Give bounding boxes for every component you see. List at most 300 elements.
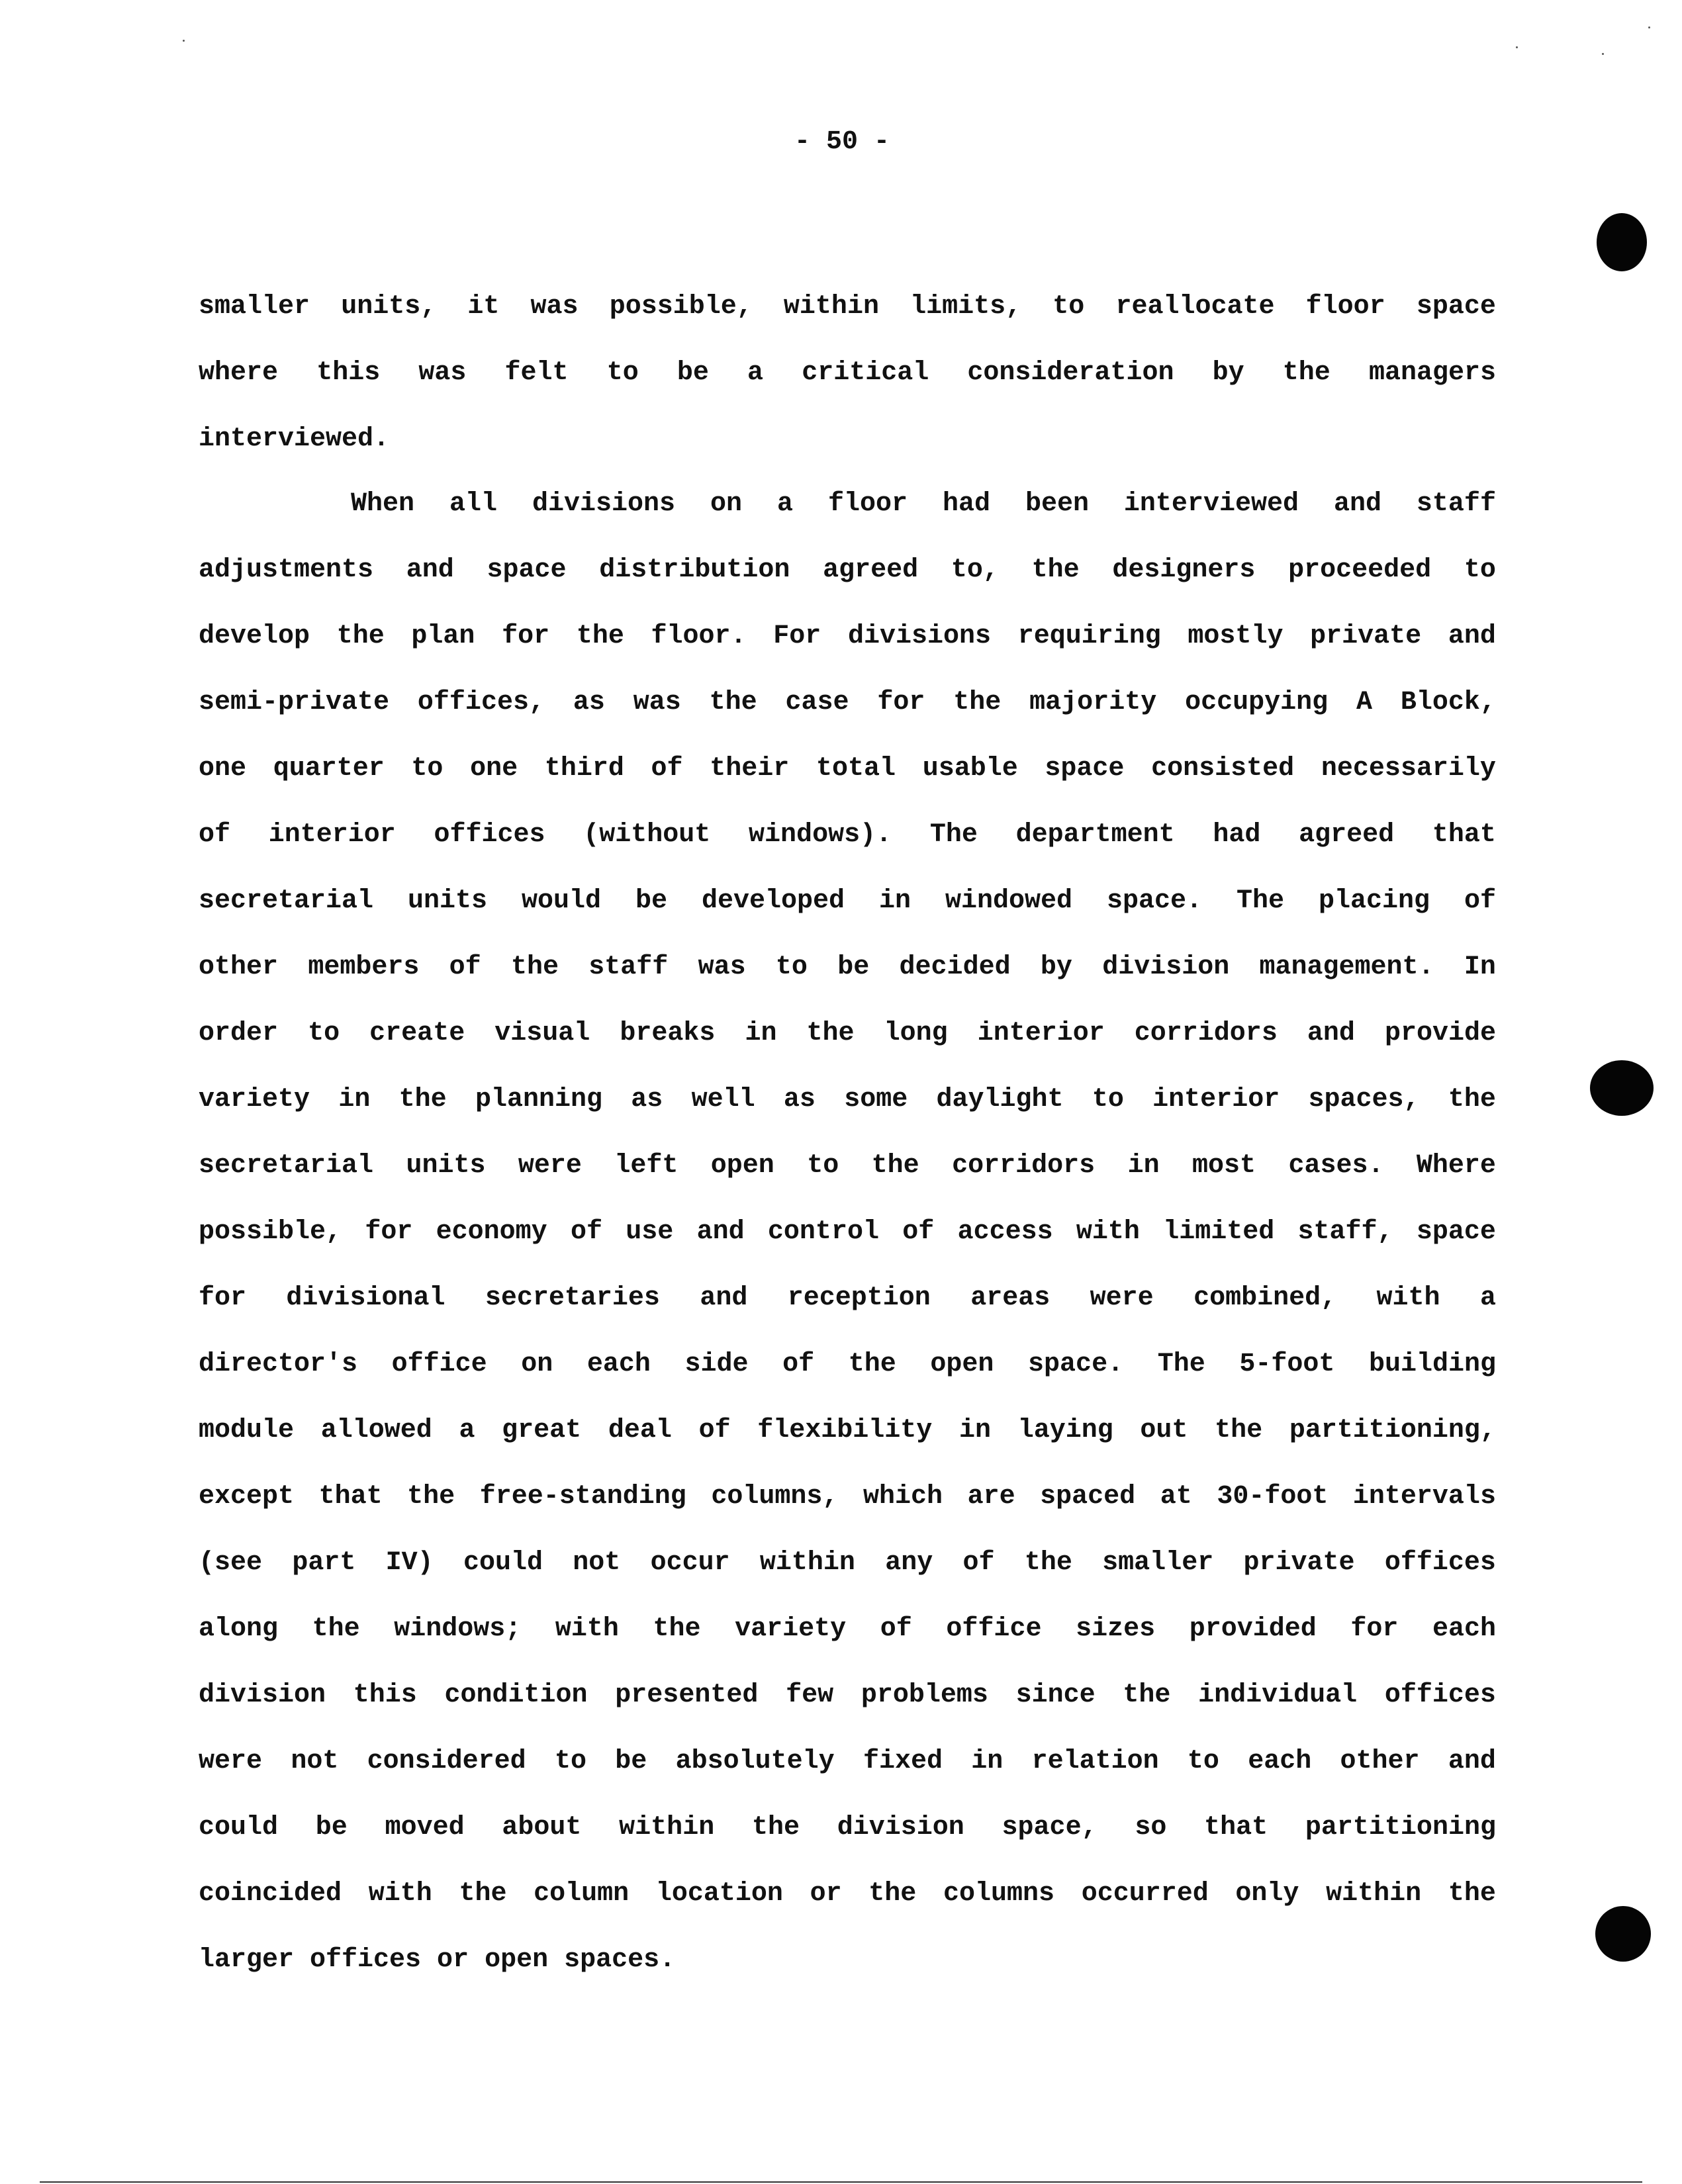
word: divisions bbox=[847, 621, 991, 651]
word: are bbox=[967, 1482, 1015, 1512]
word: consideration bbox=[967, 358, 1174, 388]
word: for bbox=[502, 621, 550, 651]
word: long bbox=[884, 1019, 948, 1048]
word: smaller bbox=[199, 292, 310, 322]
text-line bbox=[199, 357, 1496, 389]
word: breaks bbox=[620, 1019, 716, 1048]
word: be bbox=[677, 358, 709, 388]
word: agreed bbox=[823, 555, 919, 585]
word: and bbox=[1448, 1747, 1496, 1776]
word: division bbox=[837, 1813, 964, 1843]
word: director's bbox=[199, 1349, 358, 1379]
word: office bbox=[946, 1614, 1042, 1644]
word: divisions bbox=[532, 489, 676, 519]
word: and bbox=[406, 555, 454, 585]
word: with bbox=[1076, 1217, 1140, 1247]
word: had bbox=[942, 489, 990, 519]
word: for bbox=[1350, 1614, 1399, 1644]
word: create bbox=[369, 1019, 465, 1048]
word: staff bbox=[588, 952, 669, 982]
word: the bbox=[336, 621, 385, 651]
word: the bbox=[407, 1482, 455, 1512]
word: of bbox=[782, 1349, 815, 1379]
word: within bbox=[783, 292, 879, 322]
word: management. bbox=[1259, 952, 1434, 982]
word: each bbox=[586, 1349, 651, 1379]
word: of bbox=[570, 1217, 602, 1247]
word: mostly bbox=[1188, 621, 1284, 651]
word: in bbox=[338, 1085, 371, 1115]
word: had bbox=[1213, 820, 1261, 850]
text-line bbox=[199, 1547, 1496, 1579]
word: this bbox=[316, 358, 381, 388]
word: a bbox=[776, 489, 793, 519]
word: requiring bbox=[1017, 621, 1161, 651]
word: intervals bbox=[1352, 1482, 1496, 1512]
word: as bbox=[573, 688, 605, 717]
word: this bbox=[353, 1680, 417, 1710]
word: the bbox=[806, 1019, 855, 1048]
word: The bbox=[929, 820, 978, 850]
word: been bbox=[1025, 489, 1089, 519]
word: well bbox=[691, 1085, 755, 1115]
word: were bbox=[1090, 1283, 1154, 1313]
word: laying bbox=[1017, 1416, 1113, 1445]
word: most bbox=[1192, 1151, 1256, 1181]
word: other bbox=[199, 952, 279, 982]
word: was bbox=[418, 358, 467, 388]
text-line bbox=[199, 819, 1496, 851]
word: be bbox=[635, 886, 668, 916]
word: building bbox=[1368, 1349, 1496, 1379]
word: planning bbox=[475, 1085, 602, 1115]
word: coincided bbox=[199, 1879, 342, 1909]
word: open bbox=[930, 1349, 994, 1379]
word: space. bbox=[1107, 886, 1203, 916]
word: to bbox=[554, 1747, 586, 1776]
page-number: - 50 - bbox=[794, 127, 890, 157]
text-line bbox=[199, 1084, 1496, 1116]
word: Where bbox=[1416, 1151, 1496, 1181]
word: of bbox=[1464, 886, 1496, 916]
text-line bbox=[199, 1283, 1496, 1314]
word: the bbox=[871, 1151, 919, 1181]
text-line: larger offices or open spaces. bbox=[199, 1945, 676, 1975]
word: division bbox=[1102, 952, 1230, 982]
word: to bbox=[1052, 292, 1085, 322]
word: columns bbox=[943, 1879, 1055, 1909]
word: within bbox=[619, 1813, 715, 1843]
word: The bbox=[1237, 886, 1285, 916]
word: and bbox=[696, 1217, 745, 1247]
word: spaces, bbox=[1308, 1085, 1420, 1115]
word: and bbox=[1307, 1019, 1355, 1048]
scan-speck bbox=[1648, 26, 1650, 28]
word: one bbox=[199, 754, 247, 784]
text-line bbox=[199, 291, 1496, 323]
word: partitioning, bbox=[1289, 1416, 1496, 1445]
word: corridors bbox=[1134, 1019, 1278, 1048]
word: limits, bbox=[910, 292, 1022, 322]
word: occupying bbox=[1185, 688, 1329, 717]
word: the bbox=[709, 688, 757, 717]
word: offices bbox=[434, 820, 545, 850]
text-line bbox=[199, 621, 1496, 653]
word: space. bbox=[1028, 1349, 1124, 1379]
word: occurred bbox=[1081, 1879, 1209, 1909]
word: adjustments bbox=[199, 555, 374, 585]
word: of bbox=[199, 820, 231, 850]
word: decided bbox=[899, 952, 1011, 982]
word: interior bbox=[977, 1019, 1105, 1048]
word: few bbox=[786, 1680, 834, 1710]
word: to bbox=[1187, 1747, 1219, 1776]
word: in bbox=[971, 1747, 1004, 1776]
word: within bbox=[1326, 1879, 1422, 1909]
word: for bbox=[365, 1217, 413, 1247]
word: the bbox=[868, 1879, 917, 1909]
word: of bbox=[902, 1217, 935, 1247]
word: to bbox=[308, 1019, 340, 1048]
word: The bbox=[1157, 1349, 1205, 1379]
word: allowed bbox=[320, 1416, 432, 1445]
word: the bbox=[1123, 1680, 1171, 1710]
word: In bbox=[1464, 952, 1496, 982]
word: space, bbox=[1002, 1813, 1098, 1843]
word: space bbox=[487, 555, 567, 585]
word: the bbox=[953, 688, 1002, 717]
word: was bbox=[530, 292, 579, 322]
text-line bbox=[199, 1746, 1496, 1778]
word: For bbox=[773, 621, 821, 651]
word: in bbox=[879, 886, 911, 916]
word: interviewed bbox=[1123, 489, 1299, 519]
word: reallocate bbox=[1115, 292, 1275, 322]
word: out bbox=[1140, 1416, 1188, 1445]
word: spaced bbox=[1040, 1482, 1136, 1512]
word: in bbox=[959, 1416, 992, 1445]
word: usable bbox=[922, 754, 1018, 784]
word: develop bbox=[199, 621, 310, 651]
word: as bbox=[631, 1085, 663, 1115]
word: access bbox=[957, 1217, 1053, 1247]
word: agreed bbox=[1299, 820, 1395, 850]
word: and bbox=[700, 1283, 748, 1313]
text-line bbox=[351, 488, 1496, 520]
text-line bbox=[199, 1415, 1496, 1447]
word: as bbox=[783, 1085, 816, 1115]
text-line bbox=[199, 1878, 1496, 1910]
word: the bbox=[1448, 1879, 1496, 1909]
word: reception bbox=[787, 1283, 931, 1313]
word: each bbox=[1248, 1747, 1312, 1776]
word: the bbox=[1031, 555, 1080, 585]
word: would bbox=[522, 886, 602, 916]
word: distribution bbox=[599, 555, 790, 585]
word: a bbox=[1479, 1283, 1496, 1313]
word: on bbox=[521, 1349, 553, 1379]
word: (without bbox=[583, 820, 711, 850]
scan-speck bbox=[183, 40, 185, 42]
word: department bbox=[1015, 820, 1175, 850]
word: occur bbox=[650, 1548, 730, 1578]
word: sizes bbox=[1076, 1614, 1156, 1644]
word: of bbox=[651, 754, 683, 784]
word: it bbox=[467, 292, 500, 322]
word: the bbox=[848, 1349, 896, 1379]
word: space bbox=[1416, 1217, 1496, 1247]
word: except bbox=[199, 1482, 295, 1512]
word: considered bbox=[367, 1747, 526, 1776]
word: offices bbox=[1384, 1680, 1496, 1710]
text-line bbox=[199, 687, 1496, 719]
word: the bbox=[398, 1085, 447, 1115]
punch-hole bbox=[1590, 1060, 1654, 1116]
word: When bbox=[351, 489, 415, 519]
word: and bbox=[1333, 489, 1381, 519]
word: some bbox=[844, 1085, 908, 1115]
word: or bbox=[810, 1879, 842, 1909]
word: quarter bbox=[273, 754, 385, 784]
word: left bbox=[614, 1151, 678, 1181]
word: was bbox=[698, 952, 746, 982]
word: to bbox=[1092, 1085, 1124, 1115]
word: space bbox=[1416, 292, 1496, 322]
word: divisional bbox=[286, 1283, 445, 1313]
word: that bbox=[1204, 1813, 1268, 1843]
word: the bbox=[653, 1614, 701, 1644]
word: one bbox=[470, 754, 518, 784]
word: great bbox=[502, 1416, 582, 1445]
word: not bbox=[573, 1548, 621, 1578]
text-line bbox=[199, 1150, 1496, 1182]
word: floor. bbox=[651, 621, 747, 651]
word: where bbox=[199, 358, 279, 388]
word: module bbox=[199, 1416, 295, 1445]
word: on bbox=[710, 489, 742, 519]
word: the bbox=[459, 1879, 507, 1909]
word: was bbox=[633, 688, 681, 717]
word: secretaries bbox=[485, 1283, 660, 1313]
word: location bbox=[655, 1879, 783, 1909]
word: not bbox=[291, 1747, 339, 1776]
word: secretarial bbox=[199, 886, 374, 916]
text-line bbox=[199, 753, 1496, 785]
word: 30-foot bbox=[1217, 1482, 1329, 1512]
word: that bbox=[318, 1482, 383, 1512]
word: 5-foot bbox=[1239, 1349, 1335, 1379]
scan-speck bbox=[1602, 53, 1604, 55]
word: provide bbox=[1384, 1019, 1496, 1048]
word: office bbox=[391, 1349, 487, 1379]
word: by bbox=[1040, 952, 1072, 982]
word: offices, bbox=[417, 688, 545, 717]
text-line bbox=[199, 1812, 1496, 1844]
word: plan bbox=[411, 621, 475, 651]
word: corridors bbox=[952, 1151, 1096, 1181]
word: which bbox=[863, 1482, 943, 1512]
word: the bbox=[312, 1614, 360, 1644]
word: windows; bbox=[394, 1614, 522, 1644]
word: were bbox=[518, 1151, 582, 1181]
text-line bbox=[199, 1680, 1496, 1711]
word: of bbox=[962, 1548, 995, 1578]
word: secretarial bbox=[199, 1151, 374, 1181]
word: the bbox=[510, 952, 559, 982]
word: problems bbox=[861, 1680, 988, 1710]
word: A bbox=[1356, 688, 1373, 717]
word: absolutely bbox=[675, 1747, 835, 1776]
word: members bbox=[308, 952, 420, 982]
word: private bbox=[1243, 1548, 1355, 1578]
word: staff, bbox=[1297, 1217, 1393, 1247]
word: moved bbox=[385, 1813, 465, 1843]
word: floor bbox=[1305, 292, 1385, 322]
word: presented bbox=[615, 1680, 759, 1710]
word: the bbox=[1282, 358, 1331, 388]
word: visual bbox=[494, 1019, 590, 1048]
text-line bbox=[199, 1018, 1496, 1050]
text-line bbox=[199, 555, 1496, 586]
word: to, bbox=[951, 555, 999, 585]
word: IV) bbox=[385, 1548, 434, 1578]
word: majority bbox=[1029, 688, 1157, 717]
word: provided bbox=[1189, 1614, 1317, 1644]
word: smaller bbox=[1102, 1548, 1214, 1578]
text-line: interviewed. bbox=[199, 424, 390, 454]
word: to bbox=[1464, 555, 1496, 585]
text-line bbox=[199, 952, 1496, 983]
word: variety bbox=[735, 1614, 847, 1644]
word: the bbox=[1448, 1085, 1496, 1115]
word: offices bbox=[1384, 1548, 1496, 1578]
word: of bbox=[698, 1416, 731, 1445]
word: flexibility bbox=[757, 1416, 933, 1445]
word: to bbox=[606, 358, 639, 388]
word: to bbox=[411, 754, 444, 784]
word: within bbox=[759, 1548, 855, 1578]
text-line bbox=[199, 1216, 1496, 1248]
word: critical bbox=[802, 358, 929, 388]
word: control bbox=[767, 1217, 879, 1247]
word: all bbox=[449, 489, 497, 519]
word: floor bbox=[827, 489, 908, 519]
word: a bbox=[747, 358, 764, 388]
word: side bbox=[684, 1349, 749, 1379]
word: along bbox=[199, 1614, 279, 1644]
word: be bbox=[837, 952, 870, 982]
text-line bbox=[199, 886, 1496, 917]
word: possible, bbox=[609, 292, 753, 322]
word: private bbox=[1310, 621, 1422, 651]
word: managers bbox=[1368, 358, 1496, 388]
word: at bbox=[1160, 1482, 1192, 1512]
word: division bbox=[199, 1680, 326, 1710]
word: Block, bbox=[1400, 688, 1496, 717]
word: designers bbox=[1112, 555, 1256, 585]
word: that bbox=[1432, 820, 1496, 850]
word: semi-private bbox=[199, 688, 390, 717]
word: only bbox=[1235, 1879, 1299, 1909]
text-line bbox=[199, 1614, 1496, 1645]
word: in bbox=[1127, 1151, 1160, 1181]
word: so bbox=[1135, 1813, 1167, 1843]
word: units, bbox=[341, 292, 437, 322]
word: a bbox=[459, 1416, 475, 1445]
word: units bbox=[406, 1151, 486, 1181]
word: columns, bbox=[711, 1482, 839, 1512]
word: daylight bbox=[936, 1085, 1064, 1115]
word: placing bbox=[1318, 886, 1430, 916]
word: windowed bbox=[945, 886, 1073, 916]
word: areas bbox=[970, 1283, 1051, 1313]
word: the bbox=[576, 621, 624, 651]
word: any bbox=[885, 1548, 933, 1578]
word: windows). bbox=[749, 820, 892, 850]
word: of bbox=[449, 952, 481, 982]
word: interior bbox=[268, 820, 396, 850]
word: by bbox=[1212, 358, 1244, 388]
word: space bbox=[1045, 754, 1125, 784]
word: deal bbox=[608, 1416, 672, 1445]
word: economy bbox=[436, 1217, 547, 1247]
word: of bbox=[880, 1614, 912, 1644]
word: could bbox=[199, 1813, 279, 1843]
word: their bbox=[710, 754, 790, 784]
word: were bbox=[199, 1747, 263, 1776]
word: cases. bbox=[1288, 1151, 1384, 1181]
word: relation bbox=[1031, 1747, 1159, 1776]
word: to bbox=[775, 952, 808, 982]
word: free-standing bbox=[479, 1482, 686, 1512]
word: with bbox=[555, 1614, 619, 1644]
word: each bbox=[1432, 1614, 1496, 1644]
word: interior bbox=[1152, 1085, 1280, 1115]
word: the bbox=[751, 1813, 800, 1843]
word: combined, bbox=[1193, 1283, 1337, 1313]
word: proceeded bbox=[1288, 555, 1432, 585]
word: variety bbox=[199, 1085, 310, 1115]
word: case bbox=[785, 688, 849, 717]
word: about bbox=[502, 1813, 582, 1843]
text-line bbox=[199, 1481, 1496, 1513]
word: condition bbox=[444, 1680, 588, 1710]
word: the bbox=[1215, 1416, 1263, 1445]
word: third bbox=[544, 754, 624, 784]
word: since bbox=[1015, 1680, 1096, 1710]
word: use bbox=[626, 1217, 674, 1247]
word: part bbox=[292, 1548, 356, 1578]
scan-speck bbox=[1516, 46, 1518, 48]
word: total bbox=[816, 754, 896, 784]
word: could bbox=[463, 1548, 543, 1578]
word: possible, bbox=[199, 1217, 342, 1247]
word: order bbox=[199, 1019, 279, 1048]
word: the bbox=[1024, 1548, 1072, 1578]
text-line bbox=[199, 1349, 1496, 1381]
word: open bbox=[710, 1151, 774, 1181]
word: be bbox=[315, 1813, 348, 1843]
word: with bbox=[1376, 1283, 1440, 1313]
page-bottom-rule bbox=[40, 2181, 1642, 2183]
word: column bbox=[534, 1879, 630, 1909]
word: for bbox=[199, 1283, 247, 1313]
word: limited bbox=[1163, 1217, 1275, 1247]
word: felt bbox=[504, 358, 569, 388]
word: other bbox=[1340, 1747, 1420, 1776]
word: consisted bbox=[1151, 754, 1295, 784]
word: with bbox=[368, 1879, 432, 1909]
